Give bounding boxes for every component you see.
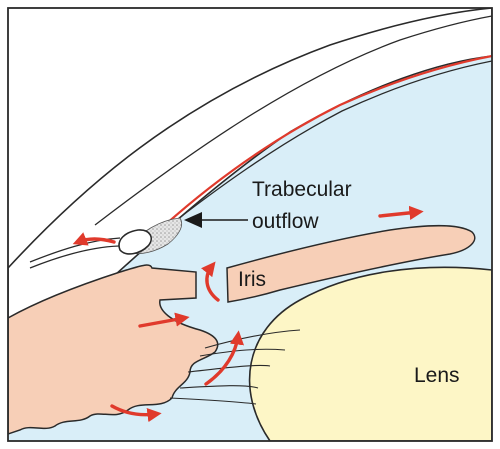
label-lens: Lens <box>414 364 460 387</box>
label-iris: Iris <box>238 268 266 291</box>
label-outflow: outflow <box>252 210 319 233</box>
label-trabecular: Trabecular <box>252 178 352 201</box>
